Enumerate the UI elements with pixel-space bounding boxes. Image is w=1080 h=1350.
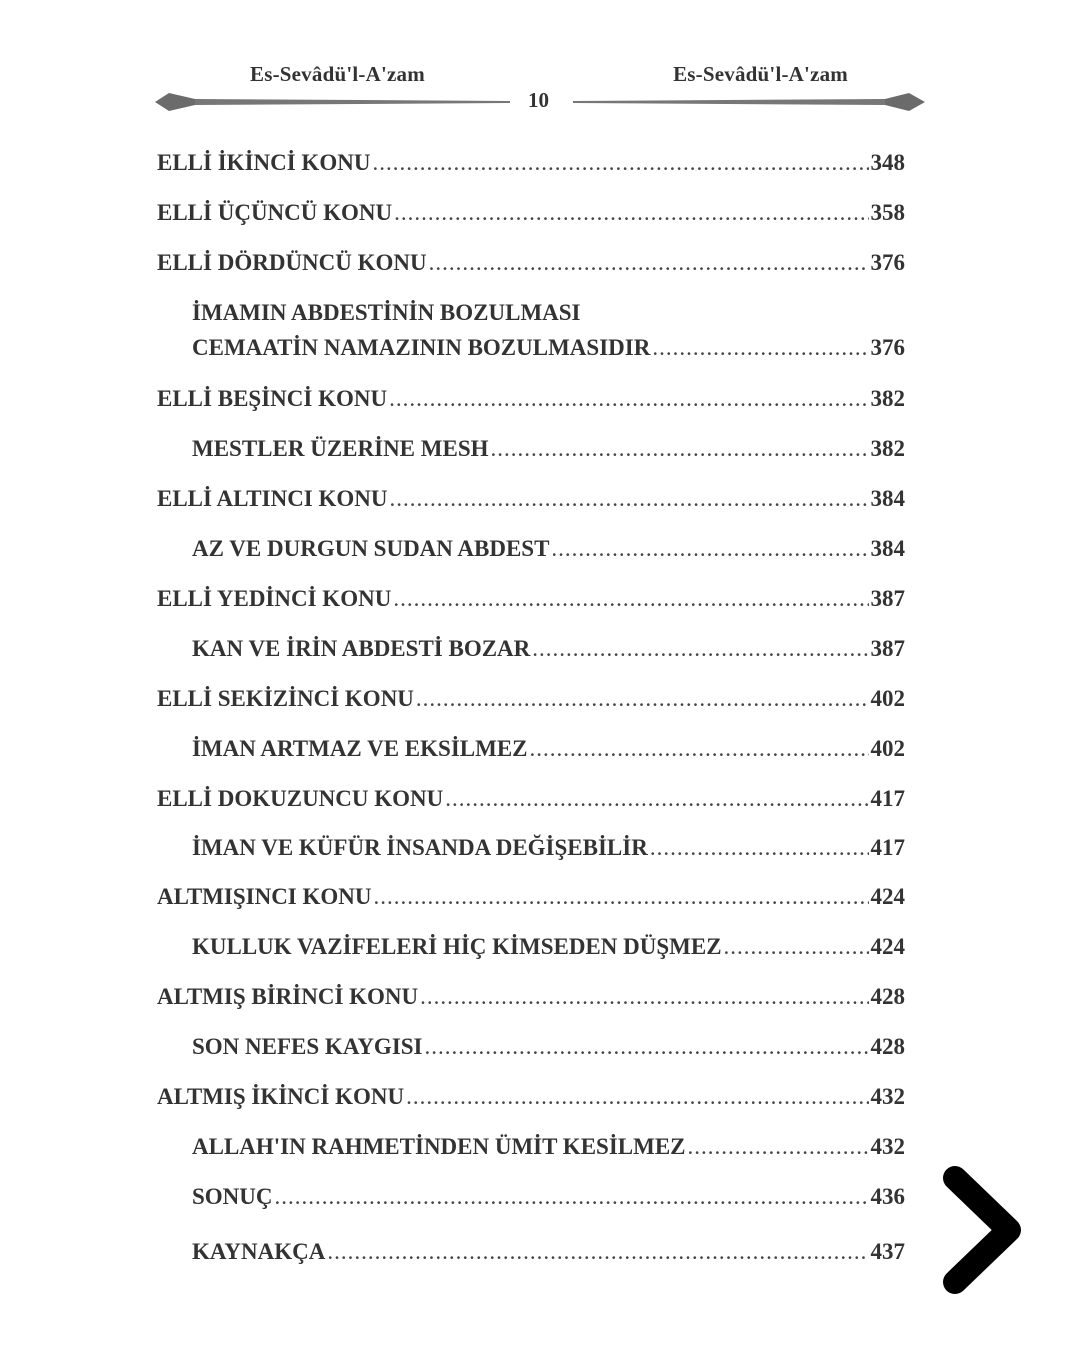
toc-entry-title: İMAN VE KÜFÜR İNSANDA DEĞİŞEBİLİR [192, 835, 648, 860]
toc-entry[interactable] [157, 636, 905, 662]
toc-entry-page: 382 [870, 436, 905, 461]
toc-entry[interactable] [157, 686, 905, 712]
toc-entry-page: 384 [870, 486, 905, 511]
toc-entry[interactable] [157, 1034, 905, 1060]
toc-entry-title: ELLİ ÜÇÜNCÜ KONU [157, 200, 393, 225]
dot-leader [420, 984, 868, 1010]
toc-entry-title-line1: İMAMIN ABDESTİNİN BOZULMASI [192, 300, 581, 325]
toc-entry-title: SON NEFES KAYGISI [192, 1034, 423, 1059]
toc-entry-page: 402 [870, 686, 905, 711]
toc-entry-title: MESTLER ÜZERİNE MESH [192, 436, 489, 461]
toc-entry-page: 428 [870, 1034, 905, 1059]
toc-entry-page: 417 [870, 835, 905, 860]
toc-entry-page: 348 [870, 150, 905, 175]
chevron-right-icon [935, 1160, 1035, 1300]
toc-entry-title: ELLİ İKİNCİ KONU [157, 150, 371, 175]
toc-entry-title: KAN VE İRİN ABDESTİ BOZAR [192, 636, 531, 661]
dot-leader [445, 786, 868, 812]
dot-leader [389, 386, 868, 412]
toc-entry-title: İMAN ARTMAZ VE EKSİLMEZ [192, 736, 528, 761]
running-title-left: Es-Sevâdü'l-A'zam [250, 62, 425, 86]
toc-entry-page: 376 [870, 250, 905, 275]
toc-entry[interactable] [157, 536, 905, 562]
header-ornament-left [155, 90, 510, 114]
dot-leader [551, 536, 868, 562]
toc-entry[interactable] [157, 486, 905, 512]
running-header [155, 62, 925, 122]
dot-leader [372, 150, 868, 176]
toc-entry-page: 424 [870, 884, 905, 909]
toc-entry-page: 436 [870, 1184, 905, 1209]
toc-entry-title: ELLİ DÖRDÜNCÜ KONU [157, 250, 427, 275]
toc-entry-page: 432 [870, 1084, 905, 1109]
toc-entry-title: ELLİ ALTINCI KONU [157, 486, 388, 511]
dot-leader [327, 1239, 868, 1265]
dot-leader [425, 1034, 869, 1060]
toc-entry-page: 382 [870, 386, 905, 411]
toc-entry[interactable] [157, 300, 905, 361]
toc-entry-title: ALTMIŞ İKİNCİ KONU [157, 1084, 405, 1109]
dot-leader [275, 1184, 869, 1210]
toc-entry-title: AZ VE DURGUN SUDAN ABDEST [192, 536, 550, 561]
toc-entry-page: 376 [870, 335, 905, 360]
toc-entry-title: ALLAH'IN RAHMETİNDEN ÜMİT KESİLMEZ [192, 1134, 686, 1159]
toc-entry[interactable] [157, 150, 905, 176]
toc-entry-page: 437 [870, 1239, 905, 1264]
toc-entry[interactable] [157, 250, 905, 276]
toc-entry-title: ELLİ DOKUZUNCU KONU [157, 786, 444, 811]
toc-entry[interactable] [157, 984, 905, 1010]
toc-entry[interactable] [157, 386, 905, 412]
dot-leader [429, 250, 869, 276]
toc-entry-title: ELLİ SEKİZİNCİ KONU [157, 686, 414, 711]
toc-entry-page: 424 [870, 934, 905, 959]
toc-entry-title: ELLİ YEDİNCİ KONU [157, 586, 392, 611]
page-number: 10 [528, 88, 549, 112]
toc-entry[interactable] [157, 786, 905, 812]
toc-entry[interactable] [157, 835, 905, 861]
toc-entry[interactable] [157, 200, 905, 226]
toc-entry-page: 428 [870, 984, 905, 1009]
running-title-right: Es-Sevâdü'l-A'zam [673, 62, 848, 86]
dot-leader [650, 835, 869, 861]
toc-entry[interactable] [157, 1134, 905, 1160]
header-ornament-right [573, 90, 925, 114]
toc-entry-title: SONUÇ [192, 1184, 273, 1209]
toc-entry[interactable] [157, 1184, 905, 1210]
dot-leader [390, 486, 869, 512]
toc-entry[interactable] [157, 586, 905, 612]
dot-leader [406, 1084, 868, 1110]
toc-entry-title: ALTMIŞ BİRİNCİ KONU [157, 984, 419, 1009]
toc-entry-title: ALTMIŞINCI KONU [157, 884, 372, 909]
toc-entry-page: 387 [870, 636, 905, 661]
toc-entry-title: ELLİ BEŞİNCİ KONU [157, 386, 388, 411]
toc-entry-page: 417 [870, 786, 905, 811]
dot-leader [532, 636, 868, 662]
toc-entry-title: CEMAATİN NAMAZININ BOZULMASIDIR [192, 335, 651, 360]
toc-entry-title: KAYNAKÇA [192, 1239, 326, 1264]
dot-leader [530, 736, 869, 762]
next-page-button[interactable] [935, 1160, 1035, 1300]
toc-entry-page: 432 [870, 1134, 905, 1159]
dot-leader [393, 586, 868, 612]
toc-entry[interactable] [157, 736, 905, 762]
dot-leader [374, 884, 869, 910]
toc-entry[interactable] [157, 436, 905, 462]
toc-entry[interactable] [157, 934, 905, 960]
dot-leader [416, 686, 869, 712]
toc-entry-page: 387 [870, 586, 905, 611]
toc-entry-page: 358 [870, 200, 905, 225]
toc-entry-title: KULLUK VAZİFELERİ HİÇ KİMSEDEN DÜŞMEZ [192, 934, 722, 959]
dot-leader [688, 1134, 869, 1160]
dot-leader [394, 200, 868, 226]
toc-entry-page: 384 [870, 536, 905, 561]
dot-leader [652, 335, 868, 361]
dot-leader [491, 436, 869, 462]
toc-entry[interactable] [157, 1239, 905, 1265]
toc-entry[interactable] [157, 1084, 905, 1110]
toc-entry-page: 402 [870, 736, 905, 761]
toc-entry[interactable] [157, 884, 905, 910]
dot-leader [724, 934, 869, 960]
